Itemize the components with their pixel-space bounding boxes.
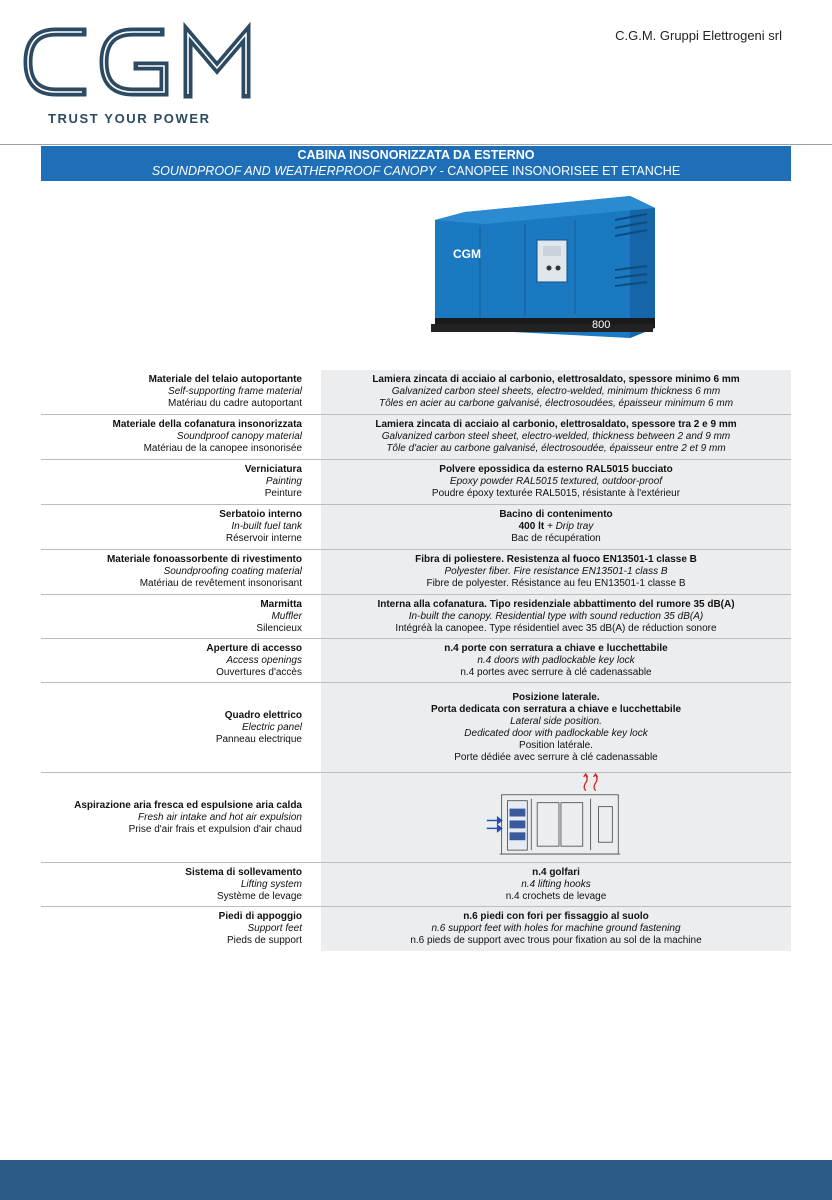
intake-grille-icon	[510, 809, 526, 841]
value-en-2: Dedicated door with padlockable key lock	[464, 727, 648, 739]
label-en: Lifting system	[240, 878, 302, 890]
fresh-air-arrows-icon	[487, 818, 502, 832]
value-en: n.6 support feet with holes for machine ground fastening	[431, 923, 681, 934]
spec-value	[321, 683, 791, 772]
label-en: Self-supporting frame material	[168, 386, 302, 397]
spec-label	[41, 683, 321, 772]
label-en: Soundproof canopy material	[176, 431, 302, 442]
subtitle-separator: -	[436, 164, 448, 178]
spec-row-painting	[41, 460, 791, 505]
value-fr: Fibre de polyester. Résistance au feu EN13501-1 classe B	[426, 578, 686, 589]
label-fr: Pieds de support	[226, 935, 302, 946]
label-en: Electric panel	[241, 721, 302, 733]
value-fr-2: Porte dédiée avec serrure à clé cadenassable	[454, 751, 658, 763]
label-en: Painting	[265, 476, 302, 487]
generator-canopy-image	[425, 190, 660, 340]
value-en: n.4 lifting hooks	[521, 878, 591, 890]
label-en: Support feet	[247, 923, 302, 934]
label-fr: Ouvertures d'accès	[216, 666, 302, 678]
value-it: Fibra di poliestere. Resistenza al fuoco EN13501-1 classe B	[415, 554, 697, 565]
label-fr: Matériau du cadre autoportant	[168, 398, 302, 409]
spec-label	[41, 863, 321, 906]
label-fr: Réservoir interne	[225, 533, 302, 544]
label-en: Muffler	[271, 610, 302, 622]
tagline: TRUST YOUR POWER	[48, 111, 211, 126]
value-en	[321, 521, 791, 533]
spec-row-access	[41, 639, 791, 683]
spec-label	[41, 907, 321, 951]
value-it: n.6 piedi con fori per fissaggio al suolo	[463, 911, 649, 922]
value-it-2: Porta dedicata con serratura a chiave e lucchettabile	[430, 703, 682, 715]
spec-value	[321, 639, 791, 682]
value-fr: n.4 portes avec serrure à clé cadenassable	[460, 666, 652, 678]
value-it: Polvere epossidica da esterno RAL5015 bucciato	[439, 464, 673, 475]
spec-value	[321, 415, 791, 459]
value-en: n.4 doors with padlockable key lock	[477, 654, 635, 666]
footer-bar	[0, 1160, 832, 1200]
drip-tray-label: + Drip tray	[544, 521, 594, 532]
value-fr: n.6 pieds de support avec trous pour fixation au sol de la machine	[410, 935, 702, 946]
company-name: C.G.M. Gruppi Elettrogeni srl	[615, 28, 782, 43]
value-en: Galvanized carbon steel sheet, electro-welded, thickness between 2 and 9 mm	[381, 431, 731, 442]
value-it: Lamiera zincata di acciaio al carbonio, elettrosaldato, spessore tra 2 e 9 mm	[375, 419, 737, 430]
spec-value	[321, 370, 791, 414]
spec-row-support-feet	[41, 907, 791, 951]
label-en: In-built fuel tank	[231, 521, 302, 532]
label-en: Access openings	[226, 654, 302, 666]
label-it: Materiale della cofanatura insonorizzata	[112, 419, 302, 430]
spec-row-frame	[41, 370, 791, 415]
spec-label	[41, 460, 321, 504]
hot-air-arrows-icon	[584, 774, 598, 791]
subtitle-french: CANOPEE INSONORISEE ET ETANCHE	[447, 164, 681, 178]
value-fr: n.4 crochets de levage	[505, 890, 607, 902]
label-fr: Prise d'air frais et expulsion d'air chaud	[128, 823, 302, 835]
value-fr: Tôle d'acier au carbone galvanisé, électrosoudée, épaisseur entre 2 et 9 mm	[386, 443, 726, 454]
label-it: Piedi di appoggio	[218, 911, 302, 922]
spec-label	[41, 773, 321, 862]
label-fr: Peinture	[264, 488, 302, 499]
spec-value	[321, 863, 791, 906]
spec-row-muffler	[41, 595, 791, 639]
spec-value	[321, 505, 791, 549]
spec-row-lifting	[41, 863, 791, 907]
section-subtitle	[41, 163, 791, 179]
spec-label	[41, 370, 321, 414]
label-fr: Silencieux	[256, 622, 302, 634]
value-en: Galvanized carbon steel sheets, electro-welded, minimum thickness 6 mm	[391, 386, 721, 397]
spec-label	[41, 550, 321, 594]
label-fr: Matériau de la canopee insonorisée	[143, 443, 302, 454]
spec-label	[41, 639, 321, 682]
spec-value	[321, 773, 791, 862]
spec-label	[41, 595, 321, 638]
label-it: Marmitta	[260, 598, 302, 610]
spec-row-soundproofing	[41, 550, 791, 595]
label-fr: Matériau de revêtement insonorisant	[139, 578, 302, 589]
label-it: Quadro elettrico	[224, 709, 302, 721]
value-it: Lamiera zincata di acciaio al carbonio, elettrosaldato, spessore minimo 6 mm	[372, 374, 740, 385]
value-fr: Tôles en acier au carbone galvanisé, électrosoudées, épaisseur minimum 6 mm	[378, 398, 734, 409]
label-it: Aperture di accesso	[206, 642, 302, 654]
spec-value	[321, 460, 791, 504]
value-it: Posizione laterale.	[512, 691, 600, 703]
label-it: Aspirazione aria fresca ed espulsione aria calda	[74, 799, 302, 811]
label-it: Serbatoio interno	[219, 509, 302, 520]
value-fr: Position latérale.	[519, 739, 593, 751]
label-it: Materiale del telaio autoportante	[148, 374, 302, 385]
photo-brand-label: CGM	[453, 247, 481, 261]
subtitle-english: SOUNDPROOF AND WEATHERPROOF CANOPY	[151, 164, 437, 178]
label-fr: Panneau electrique	[215, 733, 302, 745]
value-fr: Poudre époxy texturée RAL5015, résistante à l'extérieur	[431, 488, 681, 499]
value-it: n.4 golfari	[532, 866, 580, 878]
label-fr: Système de levage	[216, 890, 302, 902]
value-en: Polyester fiber. Fire resistance EN13501-1 class B	[444, 566, 668, 577]
spec-label	[41, 415, 321, 459]
section-title: CABINA INSONORIZZATA DA ESTERNO	[297, 148, 535, 162]
value-it: Interna alla cofanatura. Tipo residenziale abbattimento del rumore 35 dB(A)	[377, 598, 735, 610]
spec-row-electric-panel	[41, 683, 791, 773]
spec-row-air-flow	[41, 773, 791, 863]
spec-table	[41, 370, 791, 951]
value-en: Epoxy powder RAL5015 textured, outdoor-proof	[449, 476, 663, 487]
airflow-diagram	[481, 773, 631, 862]
value-it: n.4 porte con serratura a chiave e lucchettabile	[444, 642, 668, 654]
value-en: Lateral side position.	[510, 715, 602, 727]
label-en: Soundproofing coating material	[163, 566, 302, 577]
label-en: Fresh air intake and hot air expulsion	[138, 811, 302, 823]
spec-label	[41, 505, 321, 549]
value-it: Bacino di contenimento	[499, 509, 613, 520]
header-divider	[0, 144, 832, 145]
label-it: Materiale fonoassorbente di rivestimento	[106, 554, 302, 565]
label-it: Sistema di sollevamento	[185, 866, 302, 878]
label-it: Verniciatura	[244, 464, 302, 475]
value-en: In-built the canopy. Residential type with sound reduction 35 dB(A)	[408, 610, 704, 622]
spec-row-fuel-tank	[41, 505, 791, 550]
value-fr: Intégréà la canopee. Type résidentiel avec 35 dB(A) de réduction sonore	[395, 622, 717, 634]
photo-model-label: 800	[592, 319, 611, 331]
tank-capacity: 400 lt	[518, 521, 545, 532]
spec-value	[321, 907, 791, 951]
value-fr: Bac de récupération	[511, 533, 601, 544]
spec-value	[321, 595, 791, 638]
spec-row-canopy	[41, 415, 791, 460]
spec-value	[321, 550, 791, 594]
section-title-bar	[41, 146, 791, 181]
